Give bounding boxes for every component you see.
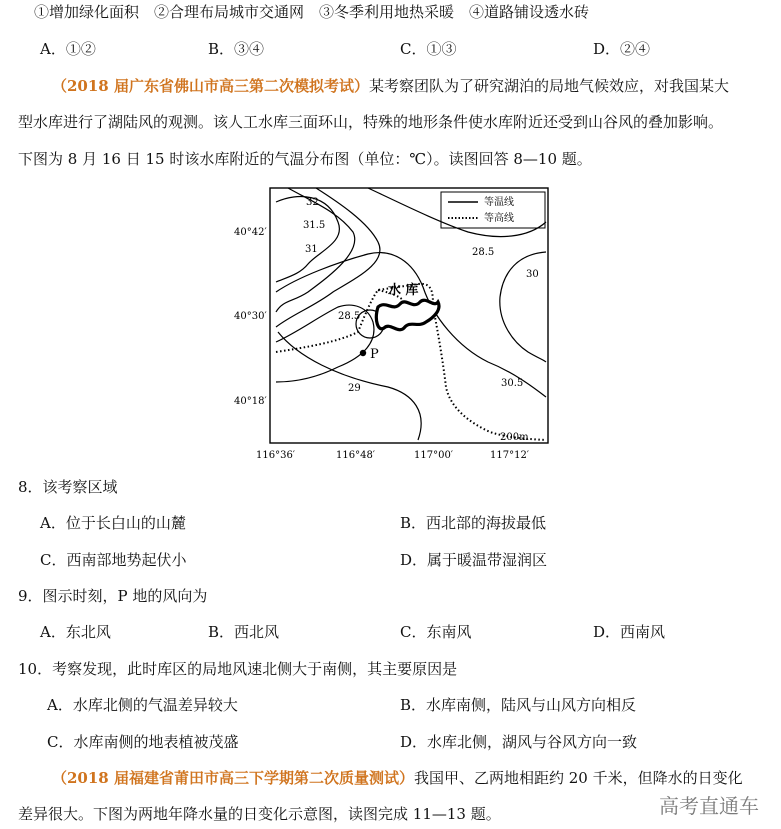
- isotherm-value: 28.5: [472, 247, 495, 258]
- point-p-marker: [360, 350, 366, 356]
- temperature-distribution-map: [228, 182, 568, 464]
- longitude-label: 117°12′: [490, 450, 530, 461]
- passage2-line2: 差异很大。下图为两地年降水量的日变化示意图，读图完成 11—13 题。: [18, 805, 501, 823]
- longitude-labels: [256, 450, 530, 461]
- q9-option-b: B．西北风: [208, 623, 280, 641]
- latitude-label: 40°42′: [234, 227, 267, 238]
- q8-option-c: C．西南部地势起伏小: [40, 551, 187, 569]
- latitude-labels: [234, 227, 267, 407]
- reservoir-label: 水 库: [388, 283, 419, 298]
- q10-stem: 10．考察发现，此时库区的局地风速北侧大于南侧，其主要原因是: [18, 660, 458, 678]
- point-p-label: P: [370, 347, 379, 362]
- q7-option-b: B．③④: [208, 40, 265, 58]
- q9-stem: 9．图示时刻，P 地的风向为: [18, 587, 208, 605]
- previous-question-options-line: ①增加绿化面积 ②合理布局城市交通网 ③冬季利用地热采暖 ④道路铺设透水砖: [34, 3, 590, 21]
- passage1-line1: [52, 77, 729, 95]
- q10-option-c: C．水库南侧的地表植被茂盛: [47, 733, 239, 751]
- watermark: 高考直通车: [659, 794, 759, 818]
- q9-option-d: D．西南风: [593, 623, 666, 641]
- q8-option-a: A．位于长白山的山麓: [40, 514, 186, 532]
- longitude-label: 117°00′: [414, 450, 454, 461]
- q8-stem: 8．该考察区域: [18, 478, 118, 496]
- legend-contour-label: 等高线: [484, 213, 514, 224]
- q8-option-b: B．西北部的海拔最低: [400, 514, 547, 532]
- passage2-line1: [52, 769, 743, 787]
- q10-option-a: A．水库北侧的气温差异较大: [47, 696, 238, 714]
- longitude-label: 116°36′: [256, 450, 296, 461]
- latitude-label: 40°18′: [234, 396, 267, 407]
- q7-option-c: C．①③: [400, 40, 457, 58]
- contour-value-label: 200m: [500, 432, 529, 443]
- isotherm-value: 30: [526, 269, 539, 280]
- latitude-label: 40°30′: [234, 311, 267, 322]
- q10-option-d: D．水库北侧，湖风与谷风方向一致: [400, 733, 638, 751]
- isotherm-value: 31.5: [303, 220, 326, 231]
- isotherm-value: 32: [306, 197, 319, 208]
- longitude-label: 116°48′: [336, 450, 376, 461]
- passage1-line1-text: 某考察团队为了研究湖泊的局地气候效应，对我国某大: [368, 77, 729, 95]
- passage2-source: （2018 届福建省莆田市高三下学期第二次质量测试）: [52, 769, 414, 787]
- passage1-line2: 型水库进行了湖陆风的观测。该人工水库三面环山，特殊的地形条件使水库附近还受到山谷风的叠加影响。: [18, 113, 724, 131]
- q7-option-a: A．①②: [40, 40, 96, 58]
- q7-option-d: D．②④: [593, 40, 651, 58]
- legend-isotherm-label: 等温线: [484, 197, 514, 208]
- passage1-line3: 下图为 8 月 16 日 15 时该水库附近的气温分布图（单位：℃）。读图回答 8—10 题。: [18, 150, 592, 168]
- isotherm-value: 30.5: [501, 378, 524, 389]
- isotherm-value: 28.5: [338, 311, 361, 322]
- isotherm-value: 29: [348, 383, 361, 394]
- passage1-source: （2018 届广东省佛山市高三第二次模拟考试）: [52, 77, 369, 95]
- q8-option-d: D．属于暖温带湿润区: [400, 551, 548, 569]
- q9-option-a: A．东北风: [40, 623, 111, 641]
- q9-option-c: C．东南风: [400, 623, 472, 641]
- isotherm-value: 31: [305, 244, 318, 255]
- passage2-line1-text: 我国甲、乙两地相距约 20 千米，但降水的日变化: [413, 769, 743, 787]
- q10-option-b: B．水库南侧，陆风与山风方向相反: [400, 696, 637, 714]
